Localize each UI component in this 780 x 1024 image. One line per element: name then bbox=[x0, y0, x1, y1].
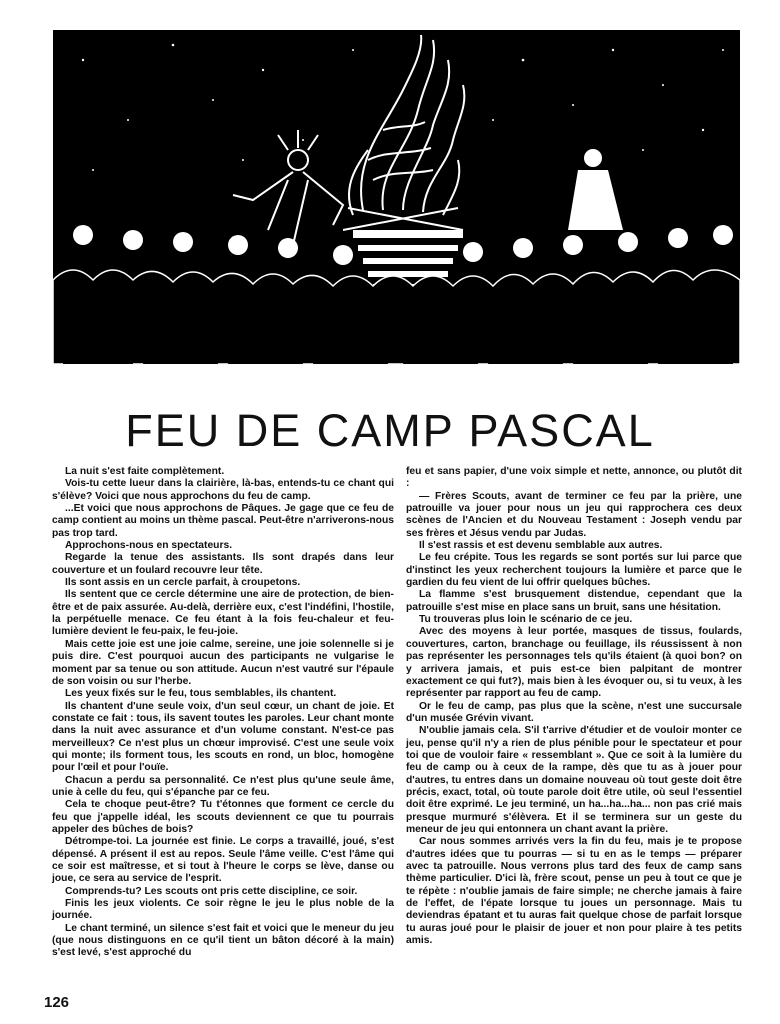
paragraph: Mais cette joie est une joie calme, sereine, une joie solennelle si je puis dire. C'est pourquoi aucun des participants ne vulgarise le moment par sa tenue ou son attitude. Aucun n'est vautré sur l'épaule de son voisin ou sur l'herbe. bbox=[52, 638, 394, 687]
paragraph: Chacun a perdu sa personnalité. Ce n'est plus qu'une seule âme, unie à celle du feu, qui s'épanche par ce feu. bbox=[52, 774, 394, 798]
paragraph: La flamme s'est brusquement distendue, cependant que la patrouille s'est mise en place sans un bruit, sans une hésitation. bbox=[406, 589, 742, 613]
paragraph: Comprends-tu? Les scouts ont pris cette discipline, ce soir. bbox=[65, 885, 358, 897]
paragraph: Ils sentent que ce cercle détermine une aire de protection, de bien-être et de paix assurée. Au-delà, derrière eux, c'est l'indéfini, l'hostile, la perpétuelle menace. Ce feu étant à la fois feu-chaleur et feu-lumière devient le feu-paix, le feu-joie. bbox=[52, 589, 394, 638]
paragraph: Cela te choque peut-être? Tu t'étonnes que forment ce cercle du feu que j'appelle idéal, les scouts deviennent ce que tu pourrais appeler des bûches de bois? bbox=[52, 799, 394, 835]
campfire-illustration bbox=[53, 30, 740, 364]
paragraph: Ils sont assis en un cercle parfait, à croupetons. bbox=[65, 577, 301, 589]
right-column bbox=[406, 466, 742, 947]
paragraph: N'oublie jamais cela. S'il t'arrive d'étudier et de vouloir monter ce jeu, pense qu'il n'y a rien de plus pénible pour le spectateur et pour toi que de vouloir faire « ressemblant ». Que ce soit à la lumière du feu de camp ou à ceux de la rampe, dès que tu as à jouer pour d'autres, tu entres dans un domaine nouveau où tout geste doit être précis, exact, total, où toute parole doit être utile, où seul l'essentiel doit être exprimé. Le jeu terminé, un ha...ha...ha... non pas crié mais presque murmuré s'élèvera. Et il se terminera sur un geste du meneur de jeu qui entonnera un chant avant la prière. bbox=[406, 725, 742, 835]
left-column bbox=[52, 466, 394, 960]
paragraph: La nuit s'est faite complètement. bbox=[65, 466, 225, 477]
paragraph: Regarde la tenue des assistants. Ils sont drapés dans leur couverture et un foulard recouvre leur tête. bbox=[52, 552, 394, 576]
paragraph-continuation: feu et sans papier, d'une voix simple et nette, annonce, ou plutôt dit : bbox=[406, 466, 742, 490]
paragraph: Ils chantent d'une seule voix, d'un seul cœur, un chant de joie. Et constate ce fait : tous, ils savent toutes les paroles. Leur chant monte dans la nuit avec assurance et d'un volume constant. N'est-ce pas merveilleux? Ce n'est plus un chœur improvisé. C'est une seule voix qui monte; ils forment tous, les scouts en rond, un bloc, homogène pour l'œil et pour l'ouïe. bbox=[52, 700, 394, 774]
paragraph: Le chant terminé, un silence s'est fait et voici que le meneur du jeu (que nous distinguons en ce qu'il tient un bâton décoré à la main) s'est levé, s'est approché du bbox=[52, 922, 394, 959]
paragraph: ...Et voici que nous approchons de Pâques. Je gage que ce feu de camp contient au moins un thème pascal. Peut-être n'arriverons-nous pas trop tard. bbox=[52, 503, 394, 539]
paragraph: Car nous sommes arrivés vers la fin du feu, mais je te propose d'autres idées que tu pourras — si tu en as le temps — préparer avec ta patrouille. Nous verrons plus tard des feux de camp sans thème particulier. D'ici là, frère scout, pense un peu à tout ce que je te répète : n'oublie jamais de faire simple; ne cherche jamais à faire de l'effet, de l'épate lorsque tu joues un personnage. Mais tu deviendras épatant et tu auras fait quelque chose de parfait lorsque tu auras joué pour le plaisir de jouer et non pour plaire à tes petits amis. bbox=[406, 836, 742, 947]
paragraph: Approchons-nous en spectateurs. bbox=[65, 540, 233, 552]
paragraph: Le feu crépite. Tous les regards se sont portés sur lui parce que d'instinct les yeux recherchent toujours la lumière et parce que le gardien du feu vient de lui offrir quelques bûches. bbox=[406, 552, 742, 589]
paragraph: Les yeux fixés sur le feu, tous semblables, ils chantent. bbox=[65, 688, 337, 700]
paragraph: Vois-tu cette lueur dans la clairière, là-bas, entends-tu ce chant qui s'élève? Voici que nous approchons du feu de camp. bbox=[52, 478, 394, 502]
paragraph: Avec des moyens à leur portée, masques de tissus, foulards, couvertures, carton, branchage ou feuillage, ils réussissent à non pas représenter les personnages tels qu'ils étaient (à quoi bon? on y arrivera jamais, et puis est-ce bien palpitant de montrer exactement ce qui fut?), mais bien à les évoquer ou, si tu veux, à les représenter par rapport au feu de camp. bbox=[406, 626, 742, 700]
paragraph: Il s'est rassis et est devenu semblable aux autres. bbox=[419, 540, 663, 552]
paragraph: Or le feu de camp, pas plus que la scène, n'est une succursale d'un musée Grévin vivant. bbox=[406, 700, 742, 724]
article-title: FEU DE CAMP PASCAL bbox=[125, 405, 655, 456]
page-number: 126 bbox=[44, 994, 70, 1011]
paragraph: Finis les jeux violents. Ce soir règne le jeu le plus noble de la journée. bbox=[52, 898, 394, 922]
paragraph: — Frères Scouts, avant de terminer ce feu par la prière, une patrouille va jouer pour nous un jeu qui rapprochera ces deux scènes de l'Ancien et du Nouveau Testament : Joseph vendu par ses frères et Jésus vendu par Judas. bbox=[406, 490, 742, 539]
paragraph: Tu trouveras plus loin le scénario de ce jeu. bbox=[419, 614, 633, 626]
paragraph: Détrompe-toi. La journée est finie. Le corps a travaillé, joué, s'est dépensé. A présent il est au repos. Seule l'âme veille. C'est l'âme qui ce soir est maîtresse, et si tout à l'heure le corps se lève, danse ou joue, ce sera au service de l'esprit. bbox=[52, 836, 394, 885]
